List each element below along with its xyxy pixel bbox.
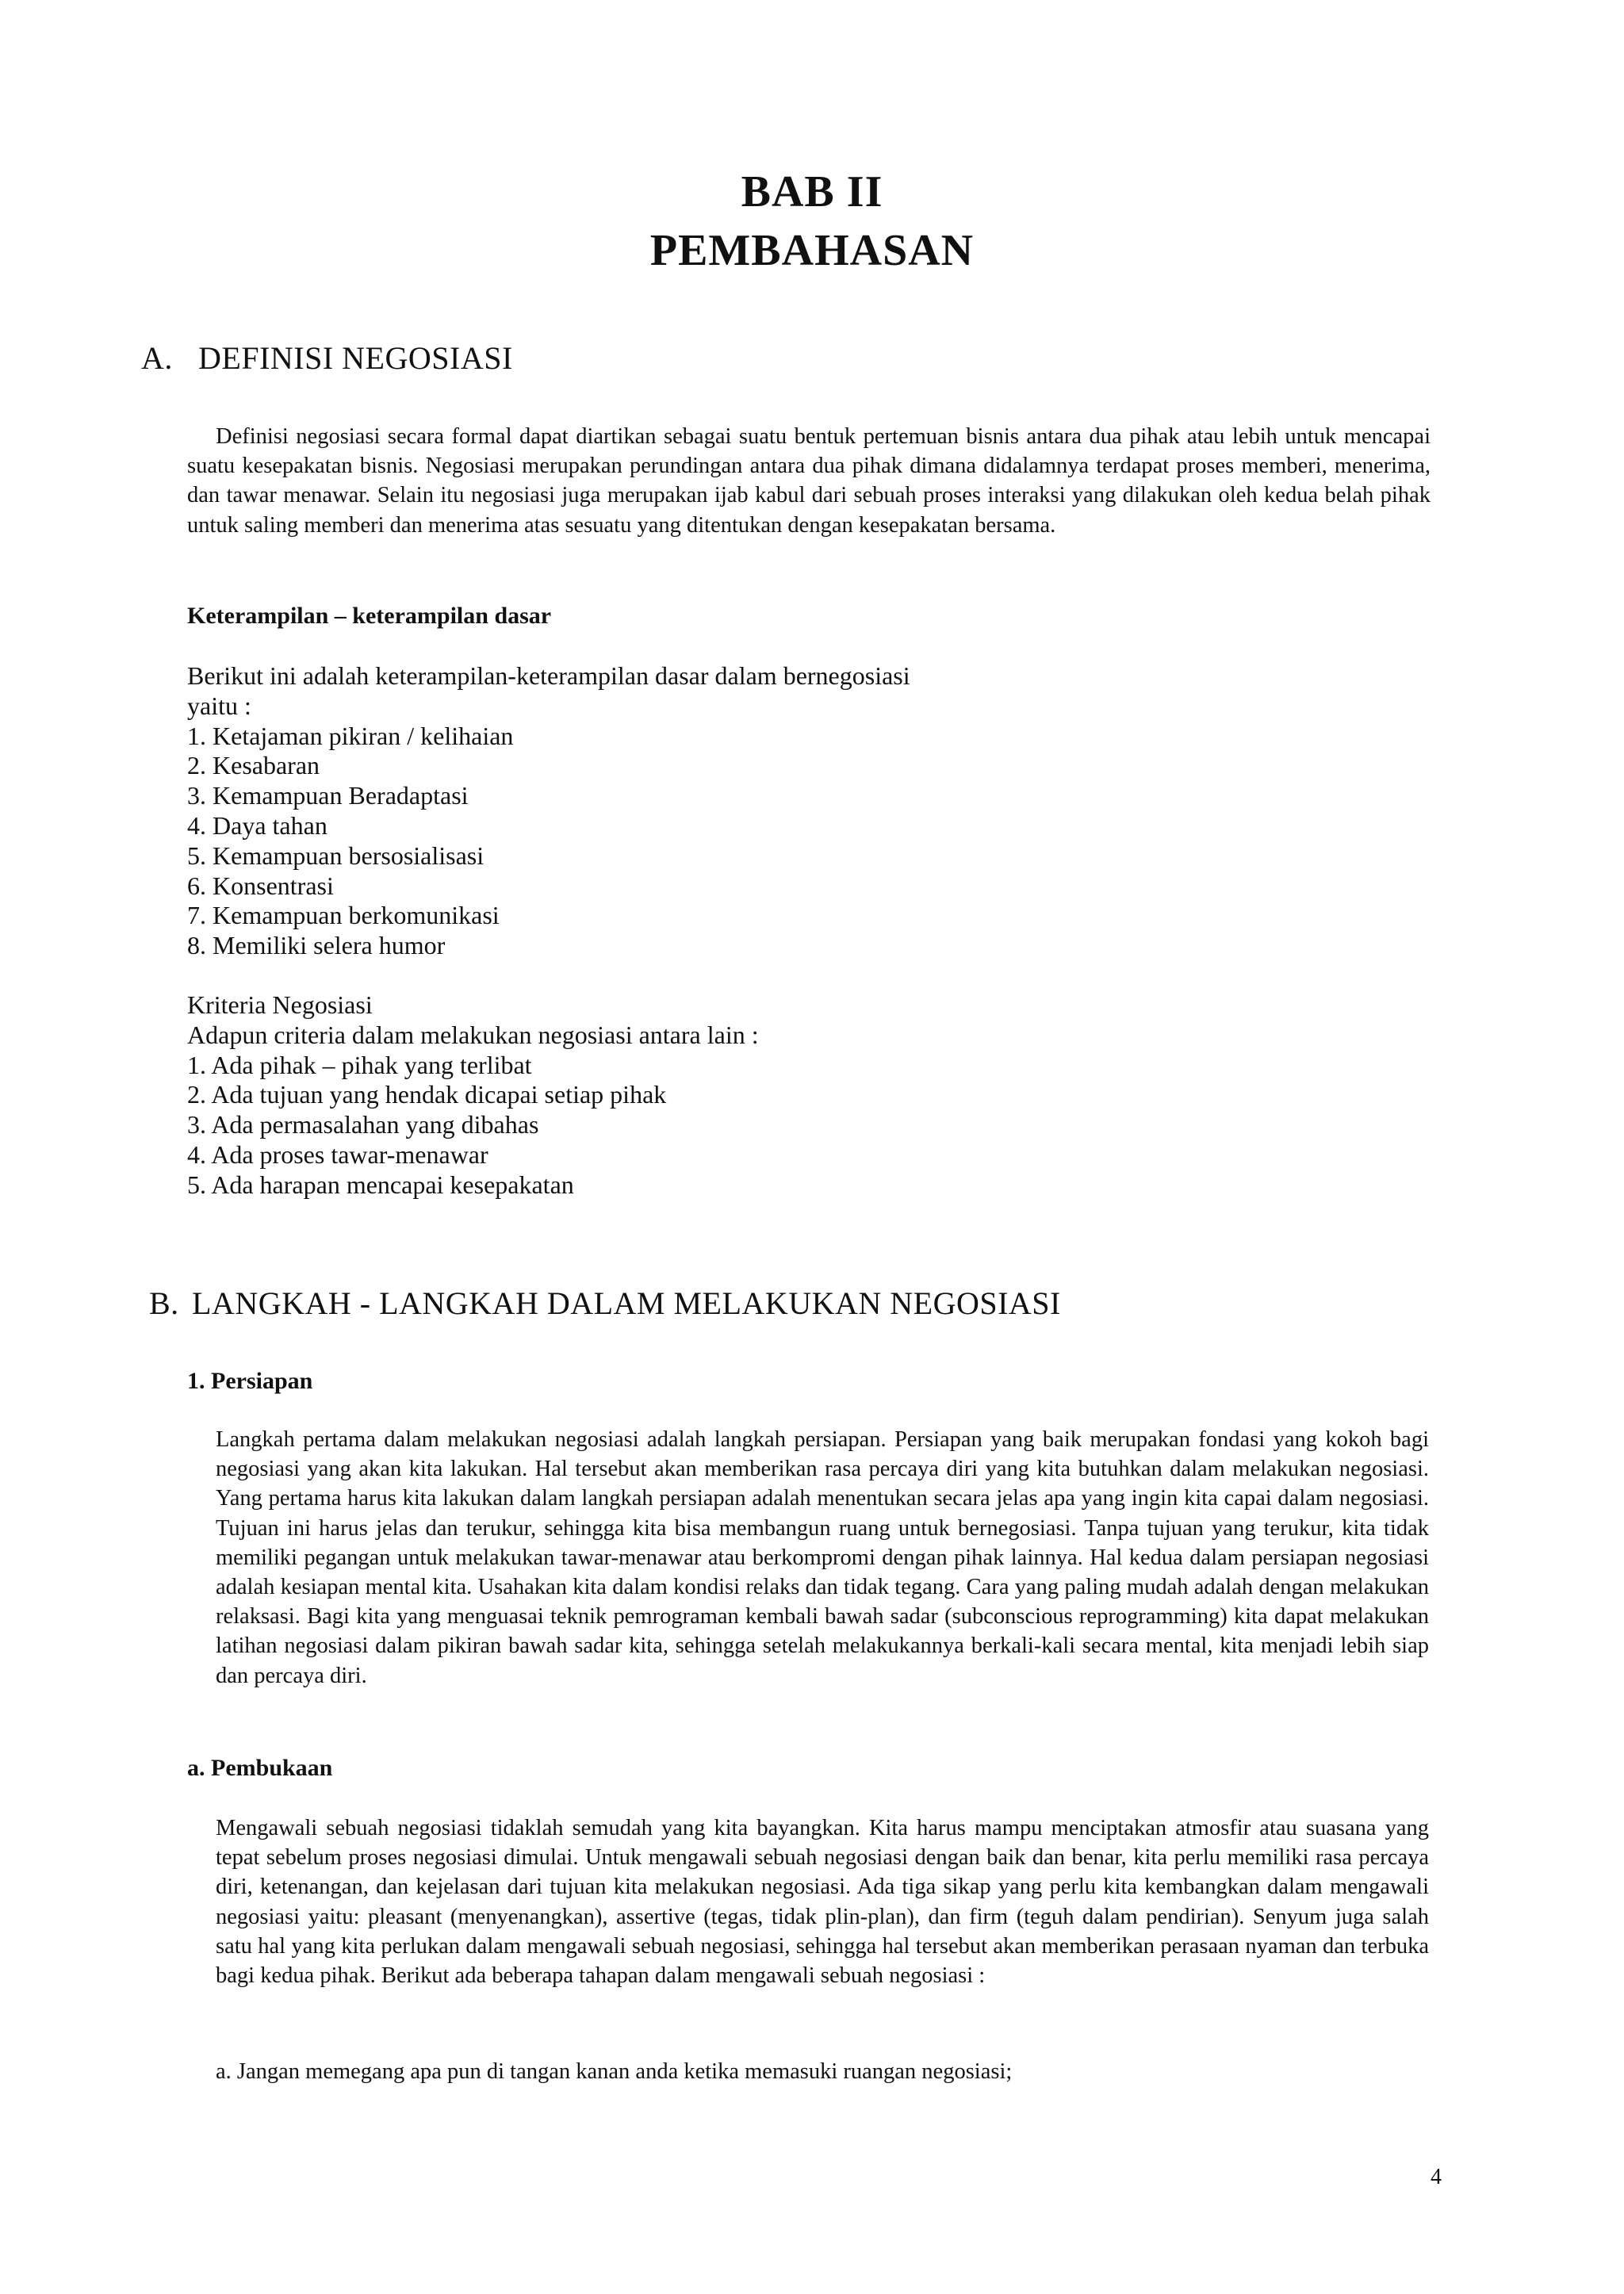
section-a-heading bbox=[141, 339, 513, 377]
pembukaan-heading: a. Pembukaan bbox=[187, 1755, 333, 1781]
chapter-title: PEMBAHASAN bbox=[649, 226, 975, 275]
list-item: 1. Ketajaman pikiran / kelihaian bbox=[187, 721, 514, 750]
definition-paragraph: Definisi negosiasi secara formal dapat diartikan sebagai suatu bentuk pertemuan bisnis antara dua pihak atau lebih untuk mencapai suatu kesepakatan bisnis. Negosiasi merupakan perundingan antara dua pihak dimana didalamnya terdapat proses memberi, menerima, dan tawar menawar. Selain itu negosiasi juga merupakan ijab kabul dari sebuah proses interaksi yang dilakukan oleh kedua belah pihak untuk saling memberi dan menerima atas sesuatu yang ditentukan dengan kesepakatan bersama. bbox=[187, 424, 1431, 538]
list-item: 7. Kemampuan berkomunikasi bbox=[187, 901, 500, 930]
list-item: 2. Kesabaran bbox=[187, 751, 320, 780]
section-a-number: A. bbox=[141, 340, 173, 376]
skills-intro-line2: yaitu : bbox=[187, 691, 251, 720]
criteria-block bbox=[187, 990, 1297, 1201]
criteria-intro: Adapun criteria dalam melakukan negosiasi antara lain : bbox=[187, 1020, 759, 1049]
list-item: 5. Ada harapan mencapai kesepakatan bbox=[187, 1170, 574, 1199]
persiapan-heading: 1. Persiapan bbox=[187, 1368, 313, 1394]
page-number: 4 bbox=[1431, 2165, 1442, 2189]
list-item: 6. Konsentrasi bbox=[187, 871, 334, 900]
list-item: 3. Kemampuan Beradaptasi bbox=[187, 781, 469, 810]
list-item: 5. Kemampuan bersosialisasi bbox=[187, 841, 485, 870]
section-b-number: B. bbox=[149, 1285, 179, 1321]
section-b-title: LANGKAH - LANGKAH DALAM MELAKUKAN NEGOSIASI bbox=[192, 1285, 1061, 1321]
skills-block bbox=[187, 661, 1297, 961]
list-item: 1. Ada pihak – pihak yang terlibat bbox=[187, 1050, 532, 1079]
skills-intro-line1: Berikut ini adalah keterampilan-keterampilan dasar dalam bernegosiasi bbox=[187, 661, 910, 690]
list-item: 8. Memiliki selera humor bbox=[187, 931, 446, 960]
chapter-label: BAB II bbox=[741, 167, 883, 216]
list-item: 3. Ada permasalahan yang dibahas bbox=[187, 1110, 539, 1139]
list-item: 4. Daya tahan bbox=[187, 810, 327, 840]
pembukaan-step-a: a. Jangan memegang apa pun di tangan kanan anda ketika memasuki ruangan negosiasi; bbox=[216, 2059, 1013, 2084]
pembukaan-paragraph: Mengawali sebuah negosiasi tidaklah semudah yang kita bayangkan. Kita harus mampu menciptakan atmosfir atau suasana yang tepat sebelum proses negosiasi dimulai. Untuk mengawali sebuah negosiasi dengan baik dan benar, kita perlu memiliki rasa percaya diri, ketenangan, dan kejelasan dari tujuan kita melakukan negosiasi. Ada tiga sikap yang perlu kita kembangkan dalam mengawali negosiasi yaitu: pleasant (menyenangkan), assertive (tegas, tidak plin-plan), dan firm (teguh dalam pendirian). Senyum juga salah satu hal yang kita perlukan dalam mengawali sebuah negosiasi, sehingga hal tersebut akan memberikan perasaan nyaman dan terbuka bagi kedua pihak. Berikut ada beberapa tahapan dalam mengawali sebuah negosiasi : bbox=[216, 1816, 1429, 1989]
skills-heading: Keterampilan – keterampilan dasar bbox=[187, 603, 552, 629]
persiapan-paragraph: Langkah pertama dalam melakukan negosiasi adalah langkah persiapan. Persiapan yang baik merupakan fondasi yang kokoh bagi negosiasi yang akan kita lakukan. Hal tersebut akan memberikan rasa percaya diri yang kita butuhkan dalam melakukan negosiasi. Yang pertama harus kita lakukan dalam langkah persiapan adalah menentukan secara jelas apa yang ingin kita capai dalam negosiasi. Tujuan ini harus jelas dan terukur, sehingga kita bisa membangun ruang untuk bernegosiasi. Tanpa tujuan yang terukur, kita tidak memiliki pegangan untuk melakukan tawar-menawar atau berkompromi dengan pihak lainnya. Hal kedua dalam persiapan negosiasi adalah kesiapan mental kita. Usahakan kita dalam kondisi relaks dan tidak tegang. Cara yang paling mudah adalah dengan melakukan relaksasi. Bagi kita yang menguasai teknik pemrograman kembali bawah sadar (subconscious reprogramming) kita dapat melakukan latihan negosiasi dalam pikiran bawah sadar kita, sehingga setelah melakukannya berkali-kali secara mental, kita menjadi lebih siap dan percaya diri. bbox=[216, 1427, 1429, 1688]
list-item: 4. Ada proses tawar-menawar bbox=[187, 1139, 488, 1169]
criteria-heading: Kriteria Negosiasi bbox=[187, 990, 373, 1019]
section-a-title: DEFINISI NEGOSIASI bbox=[198, 340, 513, 376]
section-b-heading bbox=[149, 1285, 1061, 1323]
list-item: 2. Ada tujuan yang hendak dicapai setiap pihak bbox=[187, 1080, 667, 1109]
